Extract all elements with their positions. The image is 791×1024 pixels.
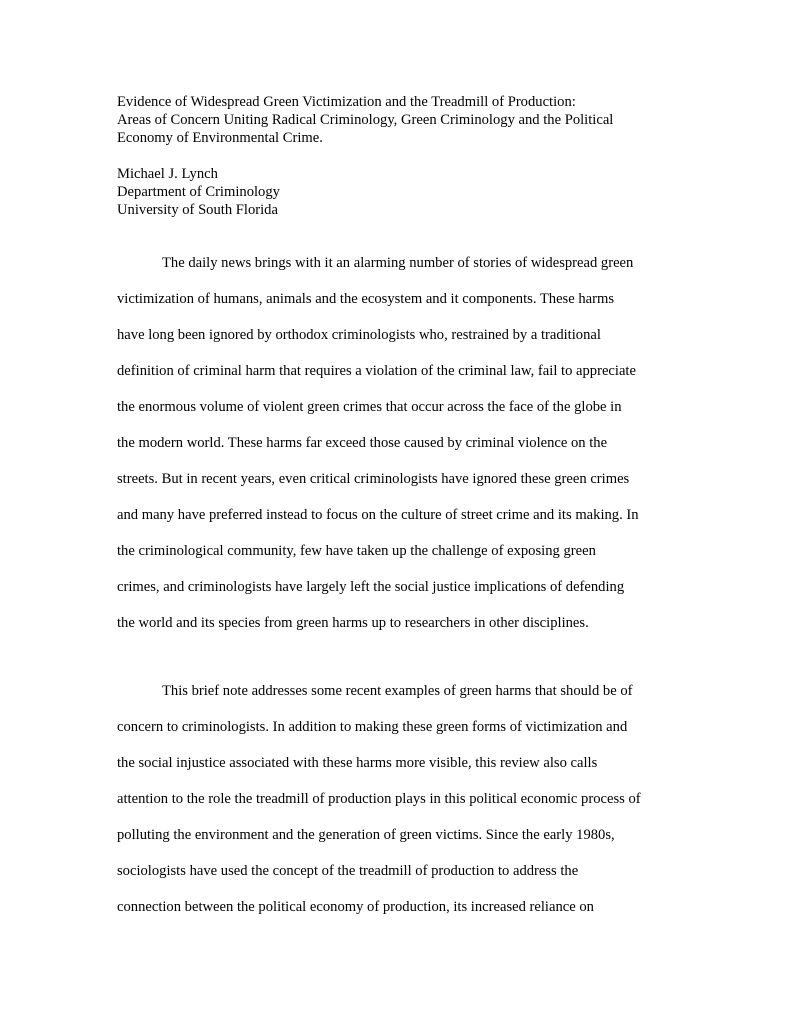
paragraph-line: streets. But in recent years, even critical criminologists have ignored these green crimes: [117, 471, 630, 487]
paragraph-line: the social injustice associated with these harms more visible, this review also calls: [117, 755, 598, 771]
author-name: Michael J. Lynch: [117, 166, 218, 182]
author-department: Department of Criminology: [117, 184, 280, 200]
paragraph-line: connection between the political economy of production, its increased reliance on: [117, 899, 594, 915]
paragraph-line: have long been ignored by orthodox criminologists who, restrained by a traditional: [117, 327, 601, 343]
paragraph-line: the criminological community, few have taken up the challenge of exposing green: [117, 543, 596, 559]
paragraph-line: the world and its species from green harms up to researchers in other disciplines.: [117, 615, 589, 631]
paragraph-2: [117, 673, 717, 925]
paragraph-line: concern to criminologists. In addition to making these green forms of victimization and: [117, 719, 628, 735]
paragraph-line: The daily news brings with it an alarming number of stories of widespread green: [162, 255, 634, 271]
title-line: Evidence of Widespread Green Victimization and the Treadmill of Production:: [117, 94, 576, 110]
author-university: University of South Florida: [117, 202, 278, 218]
paragraph-line: victimization of humans, animals and the ecosystem and it components. These harms: [117, 291, 615, 307]
paragraph-line: the modern world. These harms far exceed those caused by criminal violence on the: [117, 435, 608, 451]
paragraph-line: the enormous volume of violent green crimes that occur across the face of the globe in: [117, 399, 622, 415]
title-line: Economy of Environmental Crime.: [117, 130, 323, 146]
paragraph-line: definition of criminal harm that requires a violation of the criminal law, fail to appreciate: [117, 363, 636, 379]
title-line: Areas of Concern Uniting Radical Criminology, Green Criminology and the Political: [117, 112, 614, 128]
paragraph-line: sociologists have used the concept of the treadmill of production to address the: [117, 863, 579, 879]
paragraph-line: This brief note addresses some recent examples of green harms that should be of: [162, 683, 633, 699]
paragraph-line: and many have preferred instead to focus on the culture of street crime and its making. In: [117, 507, 639, 523]
paragraph-line: attention to the role the treadmill of production plays in this political economic process of: [117, 791, 641, 807]
document-title: [117, 93, 717, 147]
paragraph-1: [117, 245, 717, 641]
paragraph-line: polluting the environment and the generation of green victims. Since the early 1980s,: [117, 827, 615, 843]
author-block: [117, 165, 517, 219]
paragraph-line: crimes, and criminologists have largely left the social justice implications of defending: [117, 579, 625, 595]
